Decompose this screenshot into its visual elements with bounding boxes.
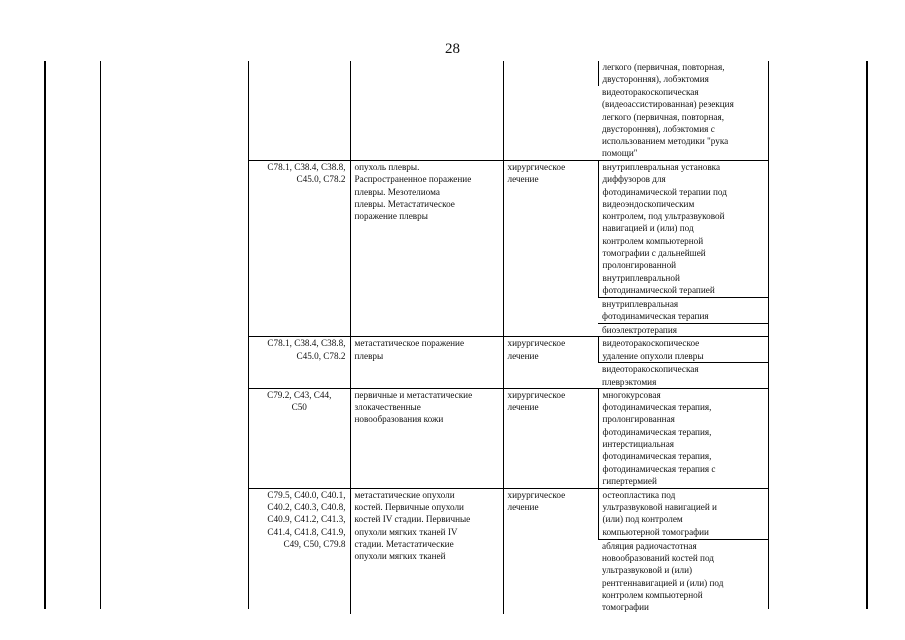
cell-text-line: остеопластика под (602, 489, 676, 500)
treatment-type-cell (503, 61, 598, 161)
column-rule (44, 61, 46, 609)
cell-text-line: C40.9, C41.2, C41.3, (267, 514, 346, 525)
cell-text-line: легкого (первичная, повторная, (602, 111, 725, 122)
icd-code-cell (249, 488, 350, 613)
diagnosis-cell (350, 61, 503, 161)
treatment-table-region (248, 61, 769, 613)
treatment-method-cell (598, 539, 768, 613)
cell-text-line: внутриплевральной (602, 272, 680, 283)
cell-text-line: видеоторакоскопическая (602, 364, 699, 375)
cell-text-line: пролонгированная (602, 414, 675, 425)
cell-text-line: C79.5, C40.0, C40.1, (267, 489, 346, 500)
diagnosis-cell (350, 388, 503, 488)
cell-text-line: лечение (507, 502, 539, 513)
cell-text-line: использованием методики "рука (602, 136, 729, 147)
cell-text-line: хирургическое (507, 489, 566, 500)
cell-text-line: диффузоров для (602, 174, 666, 185)
treatment-method-cell (598, 298, 768, 324)
table-row (249, 337, 768, 363)
cell-text-line: новообразований костей под (602, 553, 714, 564)
cell-text-line: двусторонняя), лобэктомия с (602, 123, 715, 134)
cell-text-line: новообразования кожи (354, 414, 444, 425)
cell-text-line: C78.1, C38.4, C38.8, (267, 338, 346, 349)
treatment-method-cell (598, 161, 768, 298)
treatment-type-cell (503, 388, 598, 488)
cell-text-line: C45.0, C78.2 (296, 350, 346, 361)
icd-code-cell (249, 337, 350, 389)
cell-text-line: поражение плевры (354, 211, 428, 222)
cell-text-line: легкого (первичная, повторная, (602, 62, 725, 72)
cell-text-line: C50 (291, 402, 307, 413)
icd-code-cell (249, 61, 350, 161)
cell-text-line: хирургическое (507, 338, 566, 349)
cell-text-line: контролем компьютерной (602, 235, 704, 246)
cell-text-line: видеоэндоскопическим (602, 198, 695, 209)
table-row (249, 61, 768, 86)
cell-text-line: томографии с дальнейшей (602, 248, 706, 259)
cell-text-line: фотодинамическая терапия с (602, 463, 716, 474)
cell-text-line: контролем компьютерной (602, 590, 703, 601)
cell-text-line: видеоторакоскопическая (602, 87, 699, 97)
treatment-method-cell (598, 488, 768, 539)
cell-text-line: хирургическое (507, 389, 566, 400)
table-row (249, 388, 768, 488)
cell-text-line: гипертермией (602, 475, 657, 486)
cell-text-line: фотодинамической терапии под (602, 186, 727, 197)
cell-text-line: томографии (602, 602, 649, 613)
cell-text-line: C78.1, C38.4, C38.8, (267, 162, 346, 172)
cell-text-line: интерстициальная (602, 439, 675, 450)
cell-text-line: абляция радиочастотная (602, 540, 697, 551)
cell-text-line: костей. Первичные опухоли (354, 502, 464, 513)
column-rule (100, 61, 101, 609)
cell-text-line: первичные и метастатические (354, 389, 473, 400)
cell-text-line: плевры. Метастатическое (354, 198, 455, 209)
cell-text-line: C79.2, C43, C44, (267, 389, 332, 400)
diagnosis-cell (350, 161, 503, 337)
cell-text-line: фотодинамической терапией (602, 284, 715, 295)
cell-text-line: (видеоассистированная) резекция (602, 99, 734, 110)
cell-text-line: Распространенное поражение (354, 174, 472, 185)
cell-text-line: опухоль плевры. (354, 162, 420, 172)
cell-text-line: помощи" (602, 148, 638, 159)
cell-text-line: компьютерной томографии (602, 526, 709, 537)
cell-text-line: контролем, под ультразвуковой (602, 211, 725, 222)
cell-text-line: хирургическое (507, 162, 566, 172)
treatment-type-cell (503, 161, 598, 337)
icd-code-cell (249, 161, 350, 337)
treatment-method-cell (598, 324, 768, 337)
cell-text-line: плеврэктомия (602, 376, 657, 387)
cell-text-line: внутриплевральная (602, 299, 679, 309)
page-number: 28 (445, 41, 460, 57)
treatment-method-cell (598, 337, 768, 363)
cell-text-line: плевры (354, 350, 384, 361)
cell-text-line: фотодинамическая терапия, (602, 426, 712, 437)
cell-text-line: стадии. Метастатические (354, 539, 454, 550)
cell-text-line: удаление опухоли плевры (602, 350, 704, 361)
cell-text-line: навигацией и (или) под (602, 223, 694, 234)
cell-text-line: лечение (507, 174, 539, 185)
icd-code-cell (249, 388, 350, 488)
treatment-method-cell (598, 86, 768, 161)
cell-text-line: видеоторакоскопическое (602, 338, 700, 349)
treatment-method-cell (598, 363, 768, 389)
cell-text-line: лечение (507, 350, 539, 361)
treatment-type-cell (503, 337, 598, 389)
treatment-type-cell (503, 488, 598, 613)
column-rule (866, 61, 868, 609)
cell-text-line: метастатическое поражение (354, 338, 465, 349)
cell-text-line: лечение (507, 402, 539, 413)
cell-text-line: фотодинамическая терапия, (602, 402, 712, 413)
diagnosis-cell (350, 488, 503, 613)
cell-text-line: ультразвуковой и (или) (602, 565, 693, 576)
cell-text-line: C40.2, C40.3, C40.8, (267, 502, 346, 513)
cell-text-line: фотодинамическая терапия, (602, 451, 712, 462)
cell-text-line: опухоли мягких тканей (354, 551, 446, 562)
cell-text-line: опухоли мягких тканей IV (354, 526, 458, 537)
cell-text-line: C45.0, C78.2 (296, 174, 346, 185)
cell-text-line: костей IV стадии. Первичные (354, 514, 471, 525)
treatment-method-cell (598, 61, 768, 86)
cell-text-line: пролонгированной (602, 260, 677, 271)
cell-text-line: биоэлектротерапия (602, 325, 677, 335)
cell-text-line: ультразвуковой навигацией и (602, 502, 717, 513)
cell-text-line: злокачественные (354, 402, 421, 413)
cell-text-line: многокурсовая (602, 389, 661, 400)
table-row (249, 161, 768, 298)
cell-text-line: метастатические опухоли (354, 489, 455, 500)
diagnosis-cell (350, 337, 503, 389)
cell-text-line: двусторонняя), лобэктомия (602, 74, 709, 85)
cell-text-line: рентгеннавигацией и (или) под (602, 577, 724, 588)
treatment-method-cell (598, 388, 768, 488)
cell-text-line: C41.4, C41.8, C41.9, (267, 526, 346, 537)
cell-text-line: внутриплевральная установка (602, 162, 721, 172)
treatment-table (249, 61, 768, 614)
cell-text-line: плевры. Мезотелиома (354, 186, 440, 197)
cell-text-line: C49, C50, C79.8 (283, 539, 346, 550)
cell-text-line: (или) под контролем (602, 514, 683, 525)
table-row (249, 488, 768, 539)
cell-text-line: фотодинамическая терапия (602, 311, 709, 322)
